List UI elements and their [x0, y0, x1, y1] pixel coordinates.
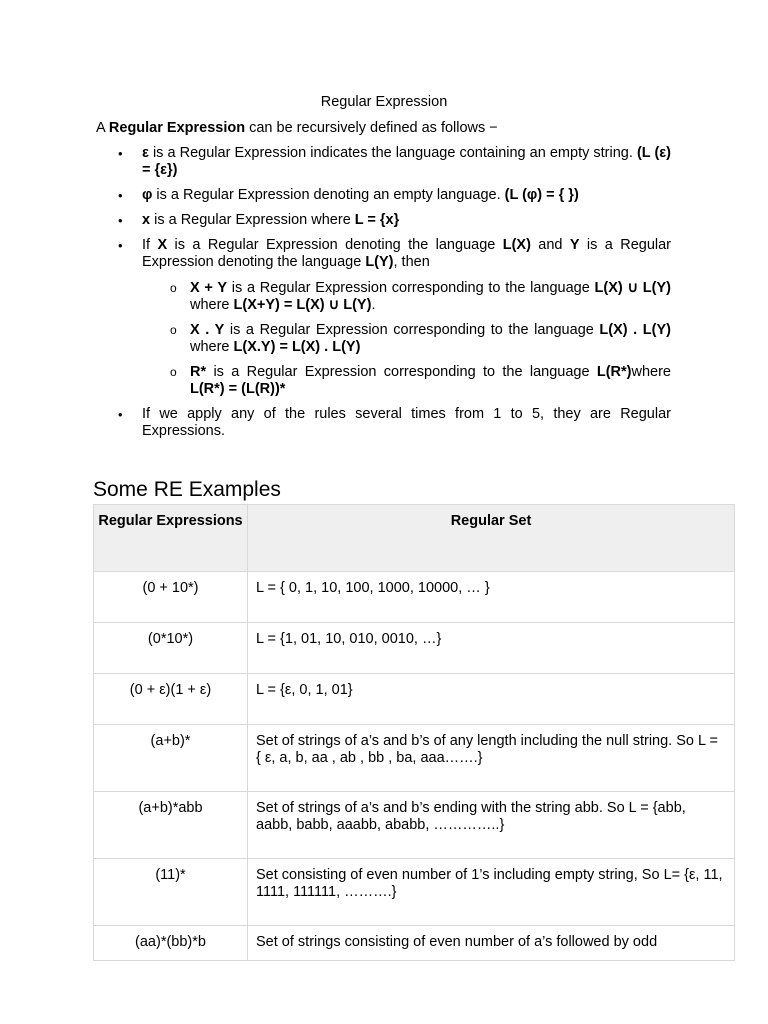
expression-text: (0*10*) — [147, 631, 194, 647]
subrules-list — [142, 280, 671, 398]
bold-term: (L (φ) = { }) — [504, 187, 579, 203]
expression-cell — [94, 572, 248, 623]
rule-text: If we apply any of the rules several times from 1 to 5, they are Regular Expressions. — [142, 406, 671, 439]
rule-body — [142, 237, 671, 271]
expression-cell — [94, 674, 248, 725]
rule-body — [142, 187, 671, 204]
bold-term: L(R*) = (L(R))* — [190, 381, 286, 397]
rule-text: is a Regular Expression indicates the language containing an empty string. — [148, 145, 637, 161]
bold-term: R* — [190, 364, 207, 380]
bold-term: L(Y) — [365, 254, 394, 270]
table-row — [94, 792, 735, 859]
subrule-item — [142, 322, 671, 356]
regular-set-text: Set consisting of even number of 1’s including empty string, So L= {ε, 11, 1111, 111111, ……….} — [256, 867, 723, 900]
bold-term: X . Y — [190, 322, 225, 338]
table-row — [94, 859, 735, 926]
rule-item — [118, 212, 671, 229]
rule-text: where — [190, 339, 234, 355]
examples-table — [93, 504, 735, 961]
rule-text: . — [371, 297, 376, 313]
page-title: Regular Expression — [320, 94, 448, 110]
bold-term: Y — [569, 237, 580, 253]
expression-cell — [94, 859, 248, 926]
regular-set-text: Set of strings of a’s and b’s of any length including the null string. So L = { ε, a, b, aa , ab , bb , ba, aaa…….} — [256, 733, 719, 766]
expression-cell — [94, 623, 248, 674]
expression-cell — [94, 725, 248, 792]
table-row — [94, 725, 735, 792]
rule-body — [142, 145, 671, 179]
regular-set-cell — [248, 926, 735, 961]
subrule-body — [190, 280, 671, 314]
bold-term: φ — [142, 187, 153, 203]
subrule-item — [142, 364, 671, 398]
table-header-row — [94, 505, 735, 572]
regular-set-cell — [248, 725, 735, 792]
bold-term: L(X.Y) = L(X) . L(Y) — [233, 339, 361, 355]
circle-bullet-icon: o — [170, 281, 177, 295]
rule-item — [118, 406, 671, 440]
rule-body — [142, 212, 671, 229]
expression-cell — [94, 926, 248, 961]
expression-text: (11)* — [155, 867, 186, 883]
regular-set-text: Set of strings consisting of even number of a’s followed by odd — [256, 934, 658, 950]
intro-paragraph — [96, 120, 696, 136]
bullet-icon: • — [118, 238, 123, 253]
bold-term: L(X+Y) = L(X) ∪ L(Y) — [233, 297, 372, 313]
intro-prefix: A — [96, 120, 109, 136]
column-header-set: Regular Set — [248, 505, 735, 572]
expression-cell — [94, 792, 248, 859]
regular-set-text: L = {ε, 0, 1, 01} — [256, 682, 353, 698]
rule-item — [118, 237, 671, 398]
rule-text: is a Regular Expression corresponding to the language — [224, 322, 600, 338]
subrule-body — [190, 364, 671, 398]
regular-set-cell — [248, 623, 735, 674]
rule-text: where — [631, 364, 671, 380]
rules-list — [118, 145, 671, 448]
expression-text: (0 + ε)(1 + ε) — [129, 682, 212, 698]
subrule-item — [142, 280, 671, 314]
rule-body — [142, 406, 671, 440]
intro-term: Regular Expression — [108, 120, 246, 136]
rule-text: is a Regular Expression denoting the language — [142, 237, 672, 270]
rule-item — [118, 187, 671, 204]
bold-term: L(R*) — [596, 364, 632, 380]
bold-term: ε — [142, 145, 149, 161]
regular-set-cell — [248, 572, 735, 623]
bold-term: X — [157, 237, 168, 253]
bullet-icon: • — [118, 188, 123, 203]
table-row — [94, 674, 735, 725]
expression-text: (a+b)* — [150, 733, 191, 749]
rule-text: and — [530, 237, 570, 253]
rule-text: is a Regular Expression corresponding to the language — [206, 364, 597, 380]
rule-text: , then — [393, 254, 430, 270]
rule-text: where — [190, 297, 234, 313]
rule-text: is a Regular Expression where — [150, 212, 355, 228]
column-header-expressions: Regular Expressions — [94, 505, 248, 572]
rule-item — [118, 145, 671, 179]
regular-set-text: L = {1, 01, 10, 010, 0010, …} — [256, 631, 442, 647]
rule-text: If — [142, 237, 158, 253]
regular-set-text: L = { 0, 1, 10, 100, 1000, 10000, … } — [256, 580, 490, 596]
bullet-icon: • — [118, 407, 123, 422]
table-row — [94, 572, 735, 623]
regular-set-cell — [248, 859, 735, 926]
bold-term: x — [142, 212, 151, 228]
bullet-icon: • — [118, 146, 123, 161]
circle-bullet-icon: o — [170, 365, 177, 379]
rule-text: is a Regular Expression denoting an empty language. — [152, 187, 505, 203]
expression-text: (0 + 10*) — [142, 580, 199, 596]
subrule-body — [190, 322, 671, 356]
regular-set-cell — [248, 674, 735, 725]
intro-suffix: can be recursively defined as follows − — [245, 120, 498, 136]
rule-text: is a Regular Expression corresponding to the language — [227, 280, 595, 296]
expression-text: (a+b)*abb — [138, 800, 203, 816]
bullet-icon: • — [118, 213, 123, 228]
bold-term: L(X) . L(Y) — [599, 322, 671, 338]
bold-term: X + Y — [190, 280, 228, 296]
rule-text: is a Regular Expression denoting the language — [167, 237, 503, 253]
bold-term: L(X) — [502, 237, 531, 253]
bold-term: L = {x} — [354, 212, 400, 228]
bold-term: L(X) ∪ L(Y) — [594, 280, 671, 296]
bold-term: (L (ε) = {ε}) — [142, 145, 671, 178]
expression-text: (aa)*(bb)*b — [135, 934, 206, 950]
section-heading: Some RE Examples — [93, 478, 281, 502]
circle-bullet-icon: o — [170, 323, 177, 337]
table-row — [94, 623, 735, 674]
table-row — [94, 926, 735, 961]
regular-set-cell — [248, 792, 735, 859]
regular-set-text: Set of strings of a’s and b’s ending with the string abb. So L = {abb, aabb, babb, aaabb, ababb, …………..} — [256, 800, 686, 833]
